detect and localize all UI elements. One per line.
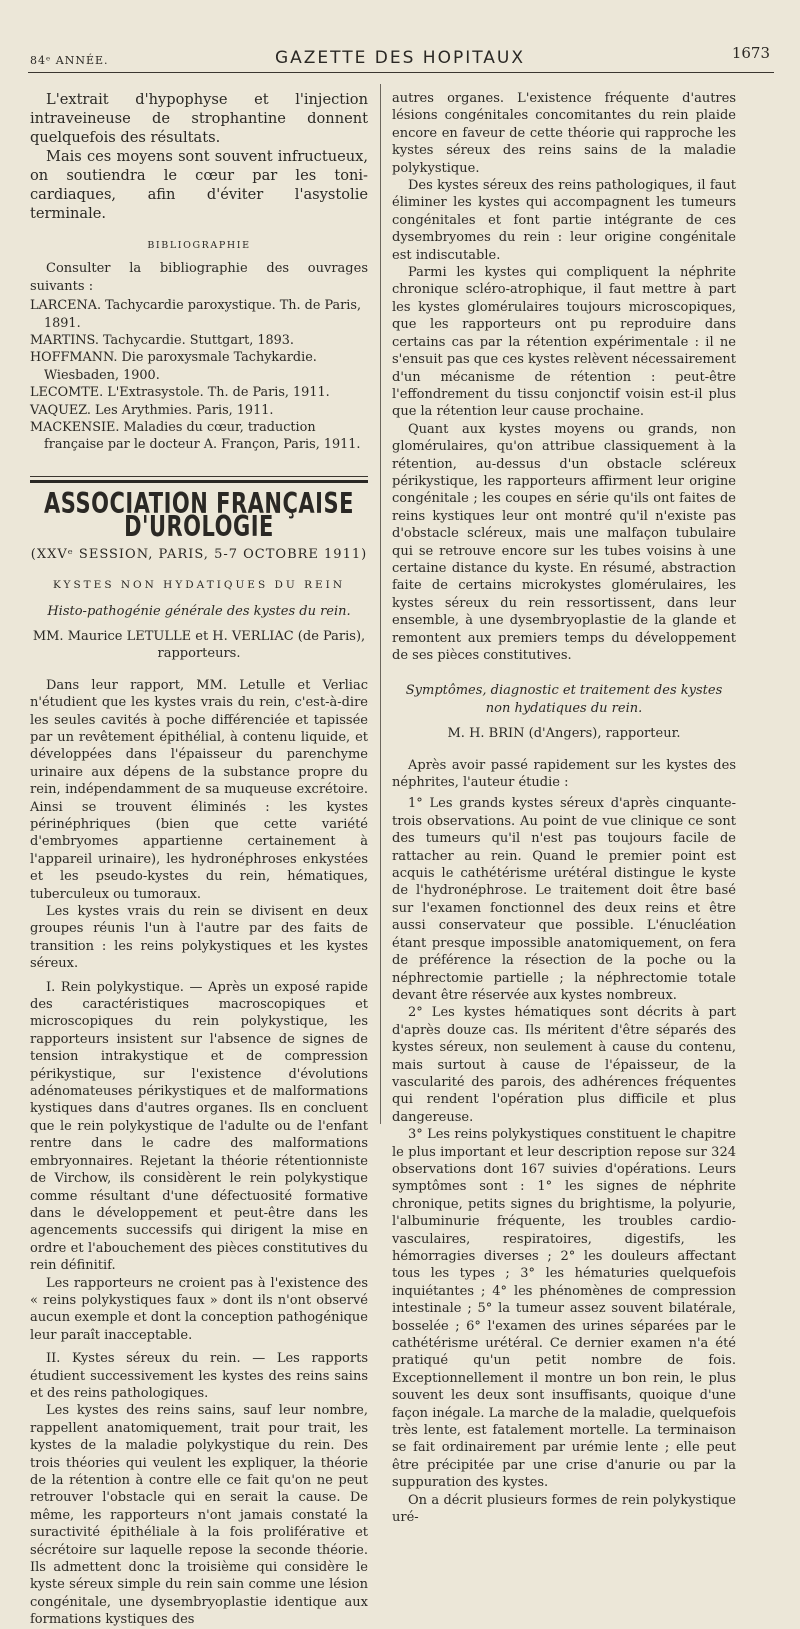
section-rule-thin xyxy=(30,476,368,477)
edition-label: 84ᵉ ANNÉE. xyxy=(30,54,109,67)
session-line: (XXVᵉ SESSION, PARIS, 5-7 OCTOBRE 1911) xyxy=(30,546,368,562)
body-paragraph: I. Rein polykystique. — Après un exposé rapide des caractéristiques macroscopiques et microscopiques du rein polykystique, les rapporteurs insistent sur l'absence de signes de tension intrakystique et de compression périkystique, sur l'existence d'évolutions adénomateuses périkystiques et de malformations kystiques dans d'autres organes. Ils en concluent que le rein polykystique de l'adulte ou de l'enfant rentre dans le cadre des malformations embryonnaires. Rejetant la théorie rétentionniste de Virchow, ils considèrent le rein polykystique comme résultant d'une défectuosité formative dans le développement et peut-être dans les agencements successifs qui dirigent la mise en ordre et l'abouchement des pièces constitutives du rein définitif. xyxy=(30,979,368,1274)
bibliography-entry: LARCENA. Tachycardie paroxystique. Th. de Paris, 1891. xyxy=(30,298,362,331)
bibliography-entry: HOFFMANN. Die paroxysmale Tachykardie. Wiesbaden, 1900. xyxy=(30,350,317,383)
bibliography-entry: MARTINS. Tachycardie. Stuttgart, 1893. xyxy=(30,333,294,349)
association-title: ASSOCIATION FRANÇAISE D'UROLOGIE xyxy=(44,487,354,544)
body-paragraph: 2° Les kystes hématiques sont décrits à part d'après douze cas. Ils méritent d'être séparés des kystes séreux, non seulement à cause du contenu, mais surtout à cause de l'épaisseur, de la vascularité des parois, des adhérences fréquentes qui rendent l'opération plus difficile et plus dangereuse. xyxy=(392,1005,736,1125)
page-number: 1673 xyxy=(731,44,770,62)
left-column xyxy=(30,90,368,1629)
section-rule-thick xyxy=(30,480,368,483)
body-paragraph: Après avoir passé rapidement sur les kystes des néphrites, l'auteur étudie : xyxy=(392,757,736,791)
section-subtitle: Symptômes, diagnostic et traitement des kystes non hydatiques du rein. xyxy=(405,683,723,716)
body-paragraph: Parmi les kystes qui compliquent la néphrite chronique scléro-atrophique, il faut mettre à part les kystes glomérulaires toujours microscopiques, que les rapporteurs ont pu reproduire dans certains cas par la rétention expérimentale : il ne s'ensuit pas que ces kystes relèvent nécessairement d'un mécanisme de rétention : peut-être l'effondrement du tissu conjonctif voisin est-il plus que la rétention leur cause prochaine. xyxy=(392,265,736,420)
column-divider xyxy=(380,84,381,1124)
reporter-line: M. H. BRIN (d'Angers), rapporteur. xyxy=(447,726,681,742)
intro-paragraph-1: L'extrait d'hypophyse et l'injection intraveineuse de strophantine donnent quelquefois des résultats. xyxy=(30,91,368,146)
bibliography-intro: Consulter la bibliographie des ouvrages suivants : xyxy=(30,261,368,294)
section-subtitle: Histo-pathogénie générale des kystes du rein. xyxy=(47,603,351,619)
body-paragraph: autres organes. L'existence fréquente d'autres lésions congénitales concomitantes du rein plaide encore en faveur de cette théorie qui rapproche les kystes séreux des reins sains de la maladie polykystique. xyxy=(392,91,736,176)
body-paragraph: 3° Les reins polykystiques constituent le chapitre le plus important et leur description repose sur 324 observations dont 167 suivies d'opérations. Leurs symptômes sont : 1° les signes de néphrite chronique, petits signes du brightisme, la polyurie, l'albuminurie fréquente, les troubles cardio-vasculaires, respiratoires, digestifs, les hémorragies diverses ; 2° les douleurs affectant tous les types ; 3° les hématuries quelquefois inquiétantes ; 4° les phénomènes de compression intestinale ; 5° la tumeur assez souvent bilatérale, bosselée ; 6° l'examen des urines séparées par le cathétérisme urétéral. Ce dernier examen n'a été pratiqué qu'un petit nombre de fois. Exceptionnellement il montre un bon rein, le plus souvent les deux sont insuffisants, quoique d'une façon inégale. La marche de la maladie, quelquefois très lente, est fatalement mortelle. La terminaison se fait ordinairement par urémie lente ; elle peut être précipitée par une crise d'anurie ou par la suppuration des kystes. xyxy=(392,1127,736,1491)
bibliography-title: BIBLIOGRAPHIE xyxy=(147,240,251,251)
bibliography-entry: LECOMTE. L'Extrasystole. Th. de Paris, 1911. xyxy=(30,385,330,401)
section-title: KYSTES NON HYDATIQUES DU REIN xyxy=(52,579,346,592)
journal-title: GAZETTE DES HOPITAUX xyxy=(274,48,526,68)
header-rule xyxy=(28,72,774,73)
reporters-line: MM. Maurice LETULLE et H. VERLIAC (de Paris), rapporteurs. xyxy=(32,628,366,662)
body-paragraph: Dans leur rapport, MM. Letulle et Verliac n'étudient que les kystes vrais du rein, c'est-à-dire les seules cavités à poche différenciée et tapissée par un revêtement épithélial, à contenu liquide, et développées dans l'épaisseur du parenchyme urinaire aux dépens de la substance propre du rein, indépendamment de sa muqueuse excrétoire. Ainsi se trouvent éliminés : les kystes périnéphriques (bien que cette variété d'embryomes appartienne certainement à l'appareil urinaire), les hydronéphroses enkystées et les pseudo-kystes du rein, hématiques, tuberculeux ou tumoraux. xyxy=(30,677,368,902)
body-paragraph: II. Kystes séreux du rein. — Les rapports étudient successivement les kystes des reins sains et des reins pathologiques. xyxy=(30,1351,368,1401)
body-paragraph: Les rapporteurs ne croient pas à l'existence des « reins polykystiques faux » dont ils n'ont observé aucun exemple et dont la conception pathogénique leur paraît inacceptable. xyxy=(30,1275,368,1343)
right-column xyxy=(392,90,736,1527)
body-paragraph: 1° Les grands kystes séreux d'après cinquante-trois observations. Au point de vue clinique ce sont des tumeurs qu'il n'est pas toujours facile de rattacher au rein. Quand le premier point est acquis le cathétérisme urétéral distingue le kyste de l'hydronéphrose. Le traitement doit être basé sur l'examen fonctionnel des deux reins et être aussi conservateur que possible. L'énucléation étant presque impossible anatomiquement, on fera de préférence la résection de la poche ou la néphrectomie partielle ; la néphrectomie totale devant être réservée aux kystes nombreux. xyxy=(392,796,736,1003)
body-paragraph: On a décrit plusieurs formes de rein polykystique uré- xyxy=(392,1492,736,1526)
body-paragraph: Les kystes vrais du rein se divisent en deux groupes réunis l'un à l'autre par des faits de transition : les reins polykystiques et les kystes séreux. xyxy=(30,904,368,972)
page-header xyxy=(30,44,770,68)
bibliography-entry: MACKENSIE. Maladies du cœur, traduction française par le docteur A. Françon, Paris, 1911. xyxy=(30,420,361,453)
body-paragraph: Des kystes séreux des reins pathologiques, il faut éliminer les kystes qui accompagnent les tumeurs congénitales et font partie intégrante de ces dysembryomes du rein : leur origine congénitale est indiscutable. xyxy=(392,178,736,263)
body-paragraph: Quant aux kystes moyens ou grands, non glomérulaires, qu'on attribue classiquement à la rétention, au-dessus d'un obstacle scléreux périkystique, les rapporteurs affirment leur origine congénitale ; les coupes en série qu'ils ont faites de reins kystiques leur ont montré qu'il n'existe pas d'obstacle scléreux, mais une malfaçon tubulaire qui se retrouve encore sur les tubes voisins à une certaine distance du kyste. En résumé, abstraction faite de certains microkystes glomérulaires, les kystes séreux du rein ressortissent, dans leur ensemble, à une dysembryoplastie de la glande et remontent aux premiers temps du développement de ses pièces constitutives. xyxy=(392,421,736,663)
intro-paragraph-2: Mais ces moyens sont souvent infructueux, on soutiendra le cœur par les toni-cardiaques, afin d'éviter l'asystolie terminale. xyxy=(30,148,368,222)
bibliography-entry: VAQUEZ. Les Arythmies. Paris, 1911. xyxy=(30,402,274,418)
body-paragraph: Les kystes des reins sains, sauf leur nombre, rappellent anatomiquement, trait pour trait, les kystes de la maladie polykystique du rein. Des trois théories qui veulent les expliquer, la théorie de la rétention à contre elle ce fait qu'on ne peut retrouver l'obstacle qui en serait la cause. De même, les rapporteurs n'ont jamais constaté la suractivité épithéliale à la fois proliférative et sécrétoire sur laquelle repose la seconde théorie. Ils admettent donc la troisième qui considère le kyste séreux simple du rein sain comme une lésion congénitale, une dysembryoplastie identique aux formations kystiques des xyxy=(30,1403,368,1628)
